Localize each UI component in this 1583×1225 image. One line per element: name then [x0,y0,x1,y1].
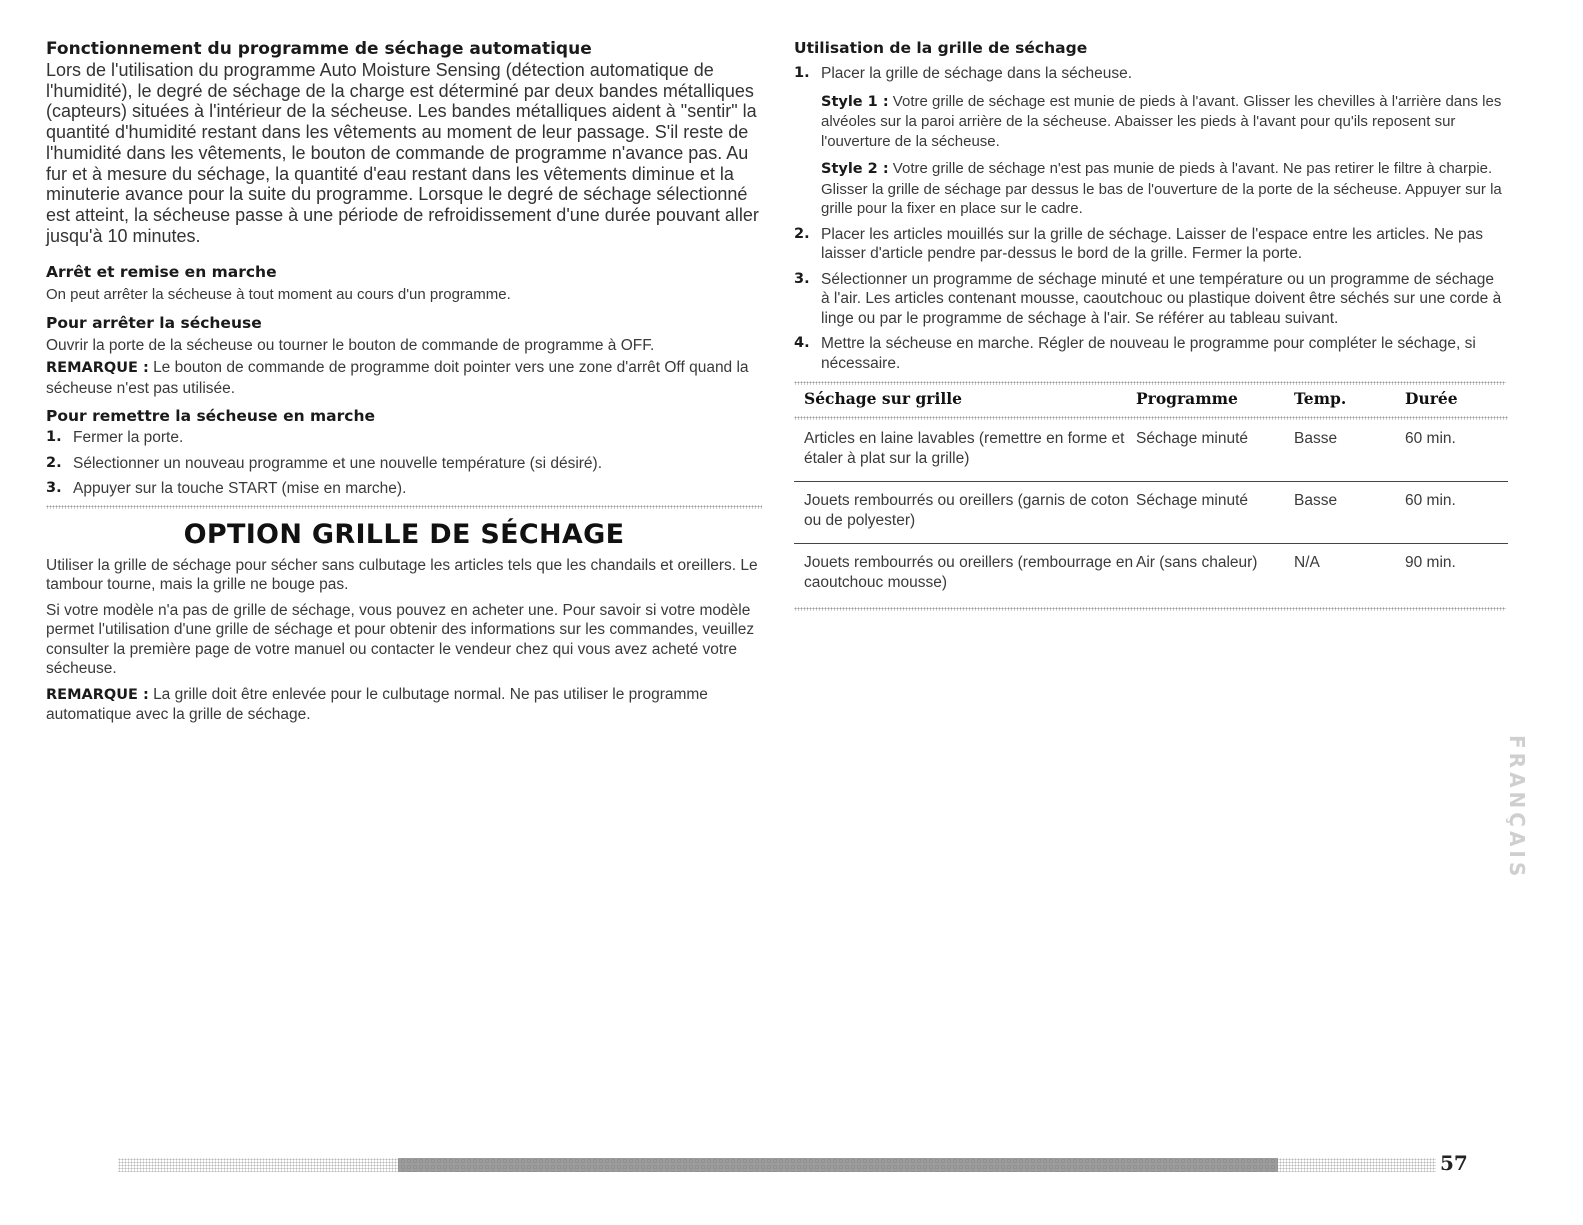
option-note [46,685,762,725]
stop-restart-heading: Arrêt et remise en marche [46,263,277,282]
rack-drying-table [794,385,1508,605]
style-2-label: Style 2 : [821,161,889,177]
note-label: REMARQUE : [46,360,149,377]
style-1-block: Style 1 : Votre grille de séchage est munie de pieds à l'avant. Glisser les chevilles à l'arrière dans les alvéoles sur la paroi arrière de la sécheuse. Abaisser les pieds à l'avant pour qu'ils reposent sur l'ouverture de la sécheuse. [821,92,1502,150]
footer-dotted-bar [118,1158,1436,1172]
stop-dryer-body: Ouvrir la porte de la sécheuse ou tourner le bouton de commande de programme à OFF. [46,336,655,354]
style-2-block: Style 2 : Votre grille de séchage n'est pas munie de pieds à l'avant. Ne pas retirer le filtre à charpie. Glisser la grille de séchage par dessus le bas de l'ouverture de la porte de la sécheuse. Appuyer sur la grille pour la fixer en place sur le cadre. [821,160,1502,217]
language-tab-label: FRANÇAIS [1505,735,1529,881]
right-column [794,38,1506,611]
option-title: OPTION GRILLE DE SÉCHAGE [183,518,625,550]
list-item: 2. Placer les articles mouillés sur la grille de séchage. Laisser de l'espace entre les articles. Ne pas laisser d'article pendre par-dessus le bord de la grille. Fermer la porte. [794,225,1484,262]
note-text: Le bouton de commande de programme doit pointer vers une zone d'arrêt Off quand la sécheuse n'est pas utilisée. [46,359,749,397]
style-1-label: Style 1 : [821,93,889,110]
header-program: Programme [1136,389,1238,408]
option-paragraph-1: Utiliser la grille de séchage pour sécher sans culbutage les articles tels que les chandails et oreillers. Le tambour tourne, mais la grille ne bouge pas. [46,556,758,594]
table-row: Jouets rembourrés ou oreillers (rembourrage en caoutchouc mousse) Air (sans chaleur) N/A 90 min. [804,554,1456,591]
header-rack-drying: Séchage sur grille [804,389,962,408]
list-item: 1. Fermer la porte. [46,429,184,447]
list-item: 1. Placer la grille de séchage dans la sécheuse. Style 1 : Votre grille de séchage est munie de pieds à l'avant. Glisser les chevilles à l'arrière dans les alvéoles sur la paroi arrière de la sécheuse. Abaisser les pieds à l'avant pour qu'ils reposent sur l'ouverture de la sécheuse. Style 2 : Votre grille de séchage n'est pas munie de pieds à l'avant. Ne pas retirer le filtre à charpie. Glisser la grille de séchage par dessus le bas de l'ouverture de la porte de la sécheuse. Appuyer sur la grille pour la fixer en place sur le cadre. [794,64,1506,219]
table-row: Jouets rembourrés ou oreillers (garnis de coton ou de polyester) Séchage minuté Basse 60 min. [794,482,1508,544]
list-item: 4. Mettre la sécheuse en marche. Régler de nouveau le programme pour compléter le séchage, si nécessaire. [794,335,1476,372]
section-divider [46,505,762,509]
stop-dryer-note [46,358,762,398]
left-column [46,38,762,725]
restart-heading: Pour remettre la sécheuse en marche [46,407,376,426]
usage-heading: Utilisation de la grille de séchage [794,39,1088,57]
stop-restart-body: On peut arrêter la sécheuse à tout moment au cours d'un programme. [46,286,511,304]
list-item: 3. Appuyer sur la touche START (mise en marche). [46,480,407,498]
table-bottom-rule [794,607,1506,611]
usage-steps [794,64,1506,373]
list-item: 2. Sélectionner un nouveau programme et une nouvelle température (si désiré). [46,454,603,472]
auto-program-heading: Fonctionnement du programme de séchage automatique [46,39,592,59]
restart-steps [46,428,762,499]
page-number: 57 [1440,1151,1468,1175]
stop-dryer-heading: Pour arrêter la sécheuse [46,313,262,332]
option-paragraph-2: Si votre modèle n'a pas de grille de séchage, vous pouvez en acheter une. Pour savoir si votre modèle permet l'utilisation d'une grille de séchage et pour obtenir des informations sur les commandes, veuillez consulter la première page de votre manuel ou contacter le vendeur chez qui vous avez acheté votre sécheuse. [46,601,755,678]
header-duration: Durée [1405,389,1458,408]
auto-program-body: Lors de l'utilisation du programme Auto Moisture Sensing (détection automatique de l'humidité), le degré de séchage de la charge est déterminé par deux bandes métalliques (capteurs) situées à l'intérieur de la sécheuse. Les bandes métalliques aident à "sentir" la quantité d'humidité restant dans les vêtements au moment de leur passage. S'il reste de l'humidité dans les vêtements, le bouton de commande de programme n'avance pas. Au fur et à mesure du séchage, la quantité d'eau restant dans les vêtements diminue et la minuterie avance pour la suite du programme. Lorsque le degré de séchage sélectionné est atteint, la sécheuse passe à une période de refroidissement d'une durée pouvant aller jusqu'à 10 minutes. [46,60,759,246]
list-item: 3. Sélectionner un programme de séchage minuté et une température ou un programme de séchage à l'air. Les articles contenant mousse, caoutchouc ou plastique doivent être séchés sur une corde à linge ou par le programme de séchage à l'air. Se référer au tableau suivant. [794,270,1502,327]
header-temp: Temp. [1294,389,1347,408]
note-text: La grille doit être enlevée pour le culbutage normal. Ne pas utiliser le programme automatique avec la grille de séchage. [46,685,708,724]
table-row: Articles en laine lavables (remettre en forme et étaler à plat sur la grille) Séchage minuté Basse 60 min. [794,420,1508,482]
table-header-row [794,385,1508,416]
note-label: REMARQUE : [46,686,149,703]
